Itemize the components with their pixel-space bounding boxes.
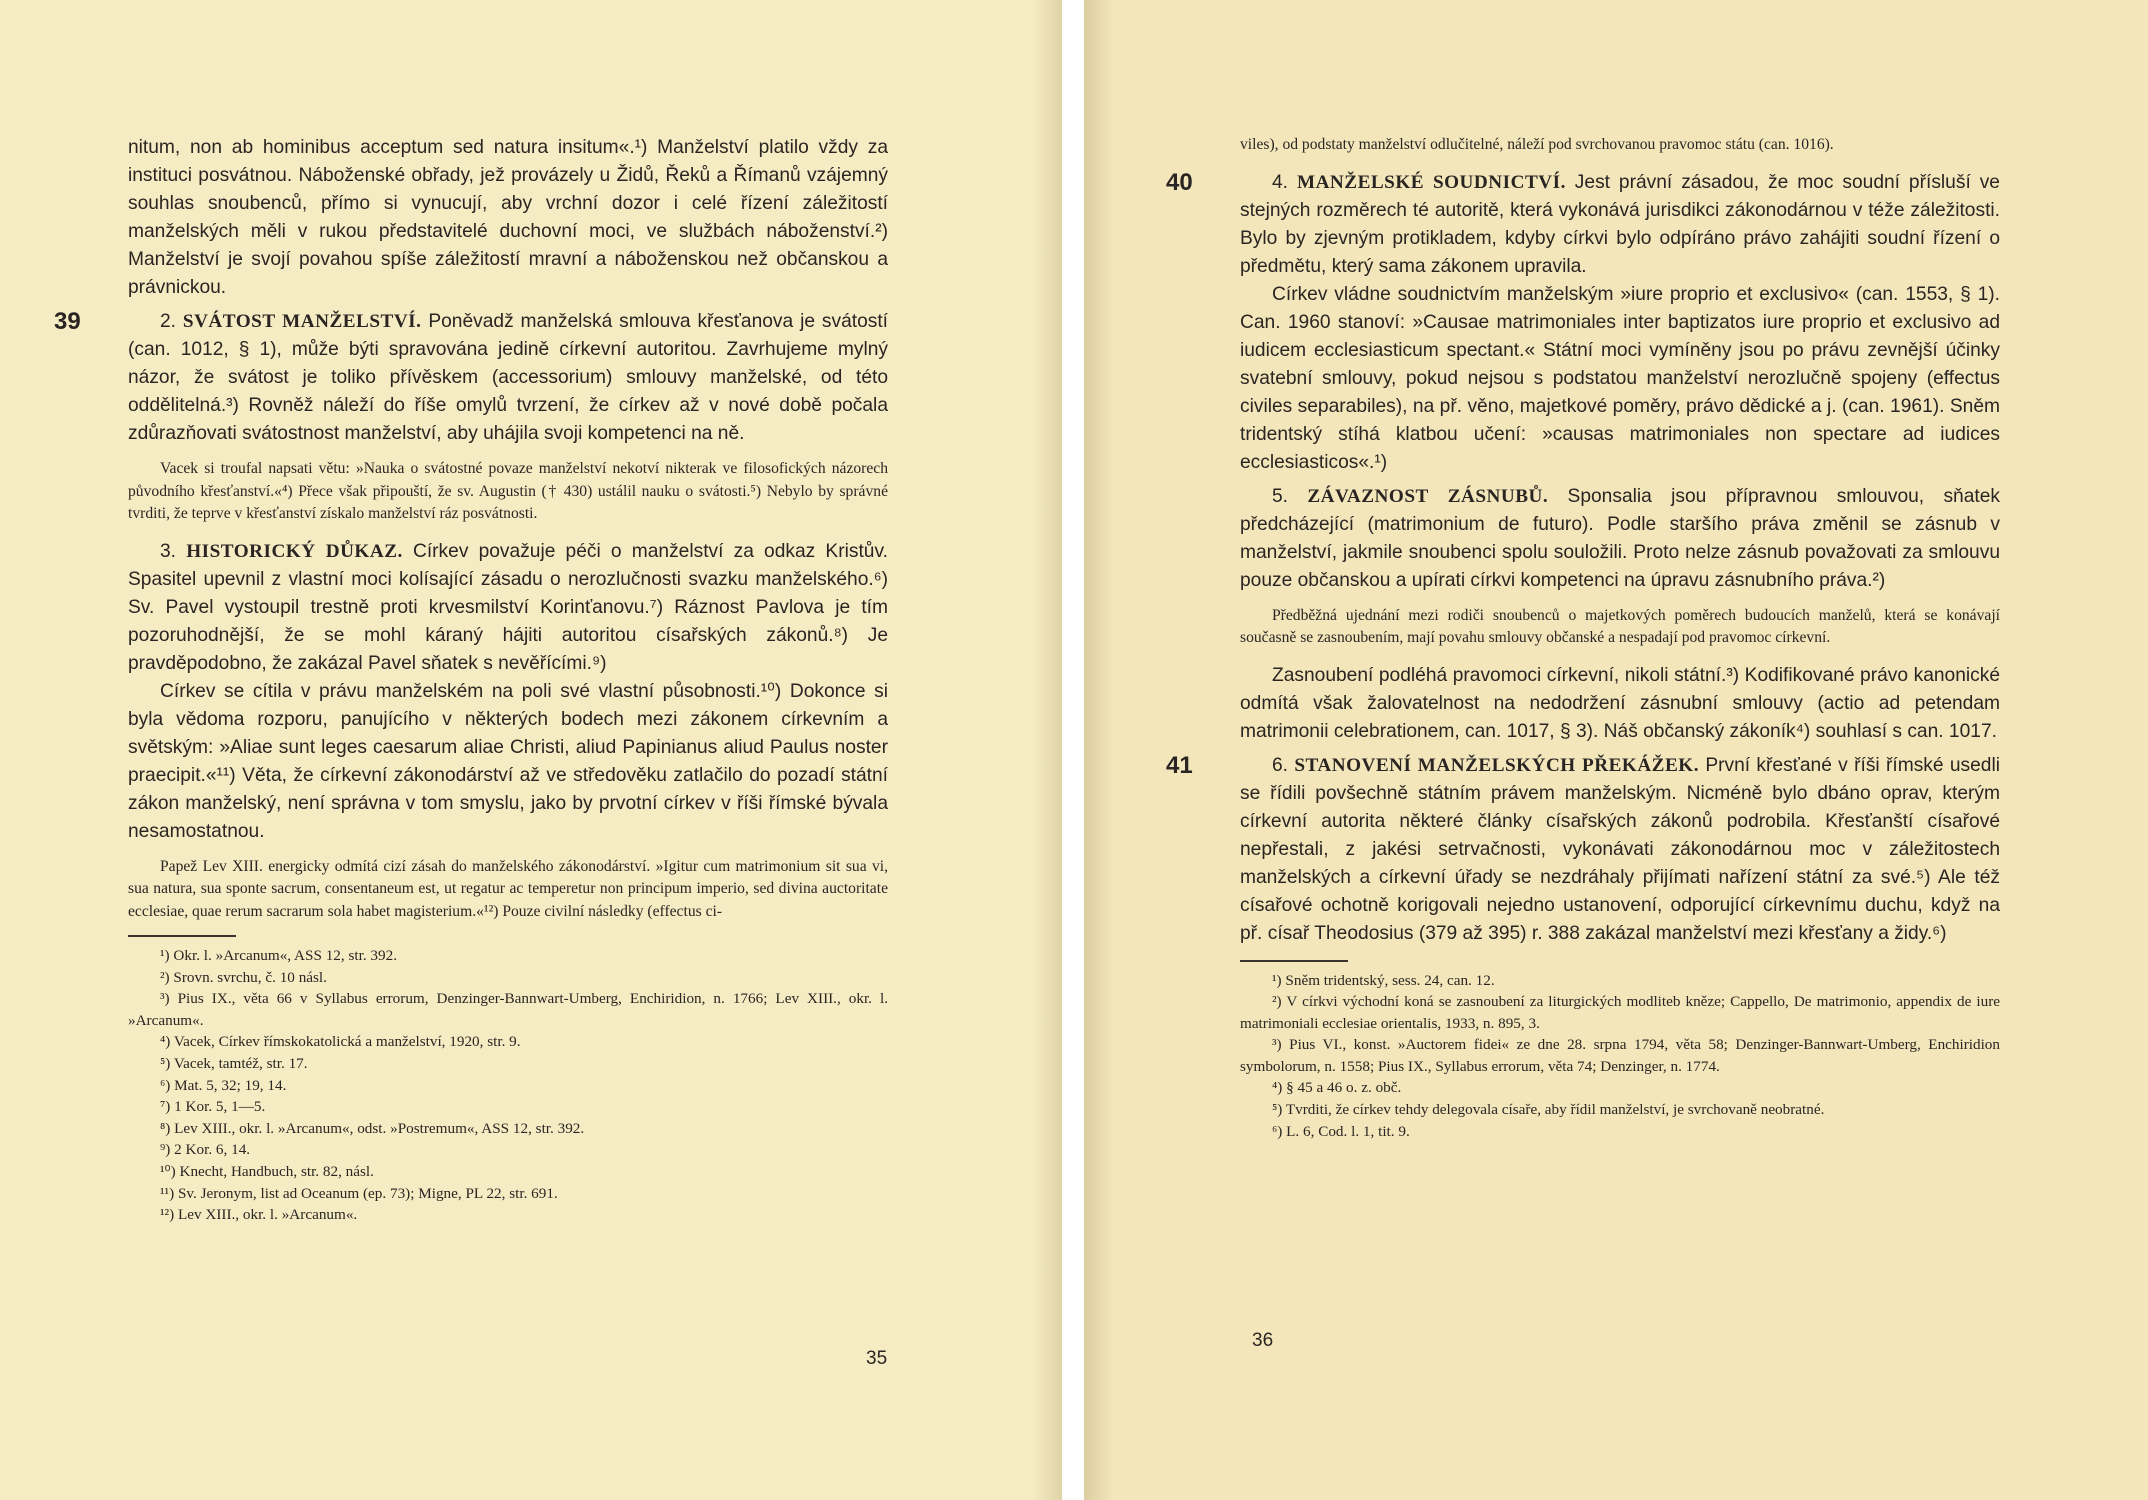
section-number: 6. xyxy=(1272,754,1289,776)
footnote: ³) Pius IX., věta 66 v Syllabus errorum, Denzinger-Bannwart-Umberg, Enchiridion, n. 1766; Lev XIII., okr. l. »Arcanum«. xyxy=(128,990,888,1029)
section-heading: ZÁVAZNOST ZÁSNUBŮ. xyxy=(1307,485,1549,507)
page-number: 35 xyxy=(866,1348,888,1369)
margin-number: 40 xyxy=(1166,168,1193,196)
right-page-body xyxy=(1166,134,2000,1142)
section-text: Poněvadž manželská smlouva křesťanova je svátostí (can. 1012, § 1), může býti spravována jedině církevní autoritou. Zavrhujeme mylný názor, že svátost je toliko přívěskem (accessorium) smlouvy manželské, od této oddělitelná.³) Rovněž náleží do říše omylů tvrzení, že církev až v nové době počala zdůrazňovati svátostnost manželství, aby uhájila svoji kompetenci na ně. xyxy=(128,311,888,444)
section-4 xyxy=(1166,168,2000,281)
footnote: ¹⁰) Knecht, Handbuch, str. 82, násl. xyxy=(160,1162,374,1180)
small-print-note: Vacek si troufal napsati větu: »Nauka o svátostné povaze manželství nekotví nikterak ve filosofických názorech původního křesťanství.«⁴) Přece však připouští, že sv. Augustin († 430) ustálil nauku o svátosti.⁵) Nebylo by správné tvrditi, že teprve v křesťanství získalo manželství ráz posvátnosti. xyxy=(128,460,888,522)
footnotes xyxy=(128,945,888,1226)
footnote: ¹²) Lev XIII., okr. l. »Arcanum«. xyxy=(160,1206,358,1224)
section-heading: SVÁTOST MANŽELSTVÍ. xyxy=(182,311,422,332)
section-number: 4. xyxy=(1272,171,1289,193)
footnotes xyxy=(1240,970,2000,1143)
section-heading: MANŽELSKÉ SOUDNICTVÍ. xyxy=(1296,171,1566,193)
small-print-note: viles), od podstaty manželství odlučitelné, náleží pod svrchovanou pravomoc státu (can. 1016). xyxy=(1240,136,1834,153)
right-page xyxy=(1084,0,2148,1500)
footnote: ⁶) L. 6, Cod. l. 1, tit. 9. xyxy=(1272,1122,1410,1140)
page-number: 36 xyxy=(1252,1330,1274,1351)
section-number: 5. xyxy=(1272,485,1289,507)
footnote: ¹¹) Sv. Jeronym, list ad Oceanum (ep. 73); Migne, PL 22, str. 691. xyxy=(160,1184,558,1202)
section-text: První křesťané v říši římské usedli se řídili povšechně státním právem manželským. Nicméně bylo dbáno oprav, kterým církevní autorita některé články císařských zákonů podrobila. Křesťanští císařové nepřestali, z jakési setrvačnosti, vykonávati zákonodárnou moc v záležitostech manželských a církevní úřady se nezdráhaly přijímati nařízení státní za své.⁵) Ale též císařové ochotně korigovali nejedno ustanovení, odporující církevnímu duchu, když na př. císař Theodosius (379 až 395) r. 388 zakázal manželství mezi křesťany a židy.⁶) xyxy=(1240,754,2000,944)
section-2 xyxy=(54,308,888,448)
footnote-rule xyxy=(128,935,236,937)
small-print-note: Papež Lev XIII. energicky odmítá cizí zásah do manželského zákonodárství. »Igitur cum matrimonium sit sua vi, sua natura, sua sponte sacrum, consentaneum est, ut regatur ac temperetur non principum imperio, sed divina auctoritate ecclesiae, quae rerum sacrarum sola habet magisterium.«¹²) Pouze civilní následky (effectus ci- xyxy=(128,857,888,920)
section-text: Církev považuje péči o manželství za odkaz Kristův. Spasitel upevnil z vlastní moci kolísající zásadu o nerozlučnosti svazku manželského.⁶) Sv. Pavel vystoupil trestně proti krvesmilství Korinťanovu.⁷) Ráznost Pavlova je tím pozoruhodnější, že se mohl káraný hájiti autoritou císařských zákonů.⁸) Je pravděpodobno, že zakázal Pavel sňatek s nevěřícími.⁹) xyxy=(128,540,888,674)
footnote: ⁵) Tvrditi, že církev tehdy delegovala císaře, aby řídil manželství, je svrchovaně neobratné. xyxy=(1272,1101,1825,1119)
paragraph: Církev vládne soudnictvím manželským »iure proprio et exclusivo« (can. 1553, § 1). Can. 1960 stanoví: »Causae matrimoniales inter baptizatos iure proprio et exclusivo ad iudicem ecclesiasticum spectant.« Státní moci vymíněny jsou po právu zevnější účinky svatební smlouvy, pokud nejsou s podstatou manželství nerozlučně spojeny (effectus civiles separabiles), na př. věno, majetkové poměry, právo dědické a j. (can. 1961). Sněm tridentský stíhá klatbou učení: »causas matrimoniales non spectare ad iudices ecclesiasticos«.¹) xyxy=(1240,283,2000,473)
footnote: ²) V církvi východní koná se zasnoubení za liturgických modliteb kněze; Cappello, De matrimonio, appendix de iure matrimoniali ecclesiae orientalis, 1933, n. 895, 3. xyxy=(1240,993,2000,1032)
footnote: ⁵) Vacek, tamtéž, str. 17. xyxy=(160,1054,308,1072)
paragraph: nitum, non ab hominibus acceptum sed natura insitum«.¹) Manželství platilo vždy za instituci posvátnou. Náboženské obřady, jež provázely u Židů, Řeků a Římanů vzájemný souhlas snoubenců, přímo si vynucují, aby vrchní dozor i celé řízení záležitostí manželských měli v rukou představitelé duchovní moci, ve službách náboženství.²) Manželství je svojí povahou spíše záležitostí mravní a náboženskou než občanskou a právnickou. xyxy=(128,137,888,298)
section-text: Sponsalia jsou přípravnou smlouvou, sňatek předcházející (matrimonium de futuro). Podle staršího práva změnil se zásnub v manželství, jakmile snoubenci spolu souložili. Proto nelze zásnub považovati za smlouvu pouze občanskou a upírati církvi kompetenci na úpravu zásnubního práva.²) xyxy=(1240,485,2000,591)
section-3 xyxy=(128,538,888,678)
footnote: ⁹) 2 Kor. 6, 14. xyxy=(160,1141,251,1159)
margin-number: 39 xyxy=(54,308,81,335)
footnote: ⁴) Vacek, Církev římskokatolická a manželství, 1920, str. 9. xyxy=(160,1033,521,1051)
footnote: ⁴) § 45 a 46 o. z. obč. xyxy=(1272,1079,1402,1097)
footnote: ⁸) Lev XIII., okr. l. »Arcanum«, odst. »Postremum«, ASS 12, str. 392. xyxy=(160,1119,585,1137)
footnote: ⁶) Mat. 5, 32; 19, 14. xyxy=(160,1076,287,1094)
footnote: ²) Srovn. svrchu, č. 10 násl. xyxy=(160,968,327,986)
margin-number: 41 xyxy=(1166,751,1193,779)
footnote: ¹) Okr. l. »Arcanum«, ASS 12, str. 392. xyxy=(160,947,398,964)
section-heading: STANOVENÍ MANŽELSKÝCH PŘEKÁŽEK. xyxy=(1294,754,1699,776)
left-page-body xyxy=(54,134,888,1226)
paragraph: Zasnoubení podléhá pravomoci církevní, nikoli státní.³) Kodifikované právo kanonické odmítá však žalovatelnost na nedodržení zásnubní smlouvy (actio ad petendam matrimonii celebrationem, can. 1017, § 3). Náš občanský zákoník⁴) souhlasí s can. 1017. xyxy=(1240,664,2000,742)
footnote-rule xyxy=(1240,960,1348,962)
paragraph: Církev se cítila v právu manželském na poli své vlastní působnosti.¹⁰) Dokonce si byla vědoma rozporu, panujícího v některých bodech mezi zákonem církevním a světským: »Aliae sunt leges caesarum aliae Christi, aliud Papinianus aliud Paulus noster praecipit.«¹¹) Věta, že církevní zákonodárství až ve středověku zatlačilo do pozadí státní zákon manželský, není správna v tom smyslu, jako by prvotní církev v říši římské bývala nesamostatnou. xyxy=(128,680,888,842)
section-heading: HISTORICKÝ DŮKAZ. xyxy=(186,540,403,562)
section-text: Jest právní zásadou, že moc soudní přísluší ve stejných rozměrech té autoritě, která vykonává jurisdikci zákonodárnou v téže záležitosti. Bylo by zjevným protikladem, kdyby církvi bylo odpíráno právo zahájiti soudní řízení o předmětu, který sama zákonem upravila. xyxy=(1240,171,2000,277)
footnote: ¹) Sněm tridentský, sess. 24, can. 12. xyxy=(1272,971,1495,989)
small-print-note: Předběžná ujednání mezi rodiči snoubenců o majetkových poměrech budoucích manželů, která se konávají současně se zasnoubením, mají povahu smlouvy občanské a nespadají pod pravomoc církevní. xyxy=(1240,606,2000,646)
footnote: ⁷) 1 Kor. 5, 1—5. xyxy=(160,1098,266,1116)
section-6 xyxy=(1166,751,2000,948)
left-page xyxy=(0,0,1062,1500)
footnote: ³) Pius VI., konst. »Auctorem fidei« ze dne 28. srpna 1794, věta 58; Denzinger-Bannwart-Umberg, Enchiridion symbolorum, n. 1558; Pius IX., Syllabus errorum, věta 74; Denzinger, n. 1774. xyxy=(1240,1036,2000,1075)
section-number: 2. xyxy=(160,311,177,332)
section-number: 3. xyxy=(160,540,177,562)
section-5 xyxy=(1240,483,2000,595)
